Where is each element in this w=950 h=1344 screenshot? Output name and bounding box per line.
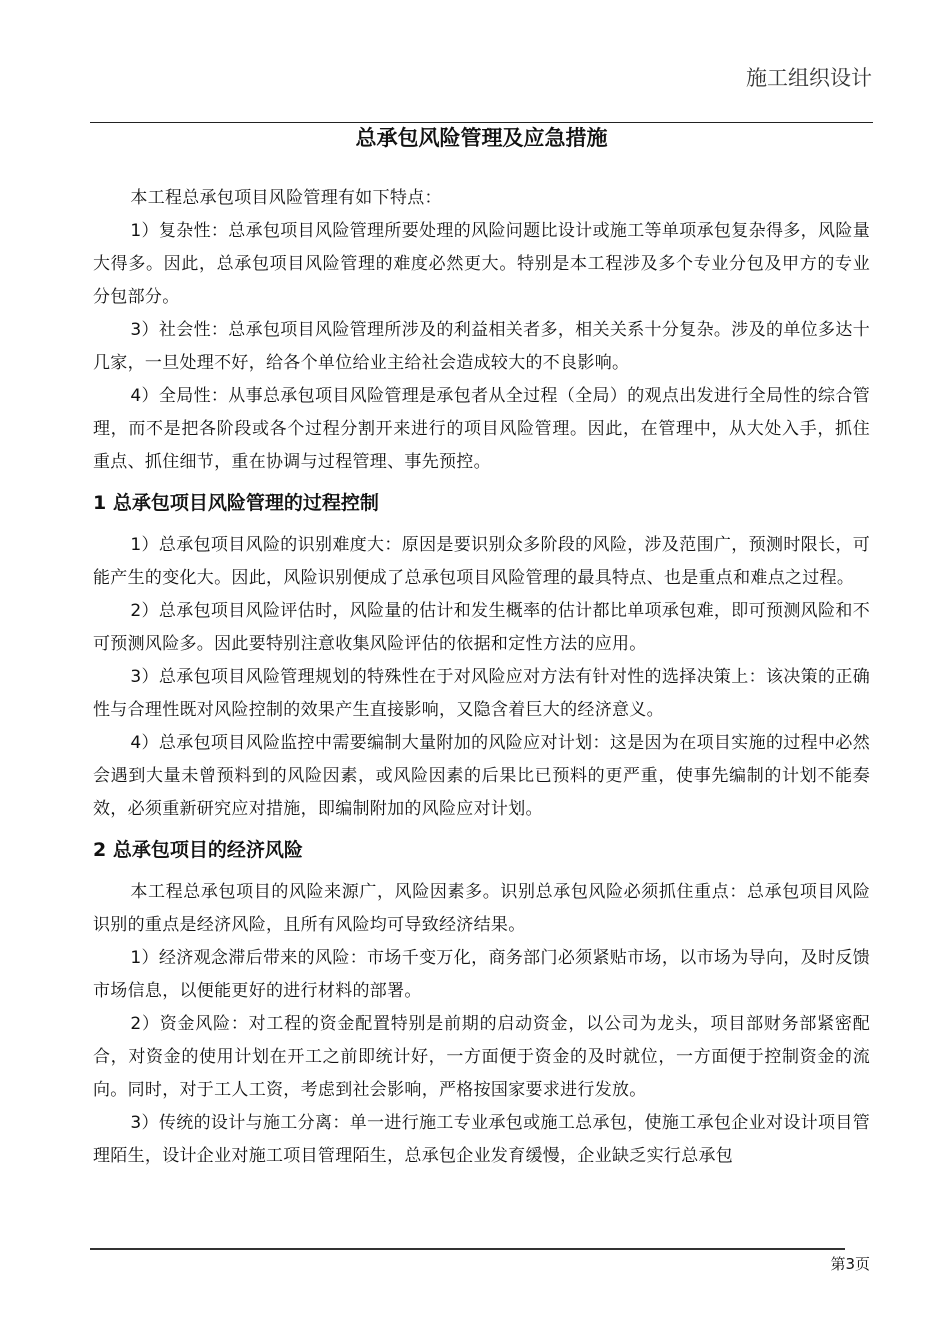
running-header: 施工组织设计 bbox=[746, 66, 872, 90]
document-body bbox=[93, 182, 870, 1173]
section-heading: 1 总承包项目风险管理的过程控制 bbox=[93, 492, 379, 514]
intro-paragraph: 4）全局性：从事总承包项目风险管理是承包者从全过程（全局）的观点出发进行全局性的综合管理，而不是把各阶段或各个过程分割开来进行的项目风险管理。因此，在管理中，从大处入手，抓住重点、抓住细节，重在协调与过程管理、事先预控。 bbox=[93, 386, 870, 472]
intro-paragraph: 本工程总承包项目风险管理有如下特点： bbox=[130, 188, 442, 208]
section-paragraph: 3）传统的设计与施工分离：单一进行施工专业承包或施工总承包，使施工承包企业对设计项目管理陌生，设计企业对施工项目管理陌生，总承包企业发育缓慢，企业缺乏实行总承包 bbox=[93, 1113, 870, 1166]
intro-paragraph: 1）复杂性：总承包项目风险管理所要处理的风险问题比设计或施工等单项承包复杂得多，风险量大得多。因此，总承包项目风险管理的难度必然更大。特别是本工程涉及多个专业分包及甲方的专业分包部分。 bbox=[93, 221, 870, 307]
section-paragraph: 3）总承包项目风险管理规划的特殊性在于对风险应对方法有针对性的选择决策上：该决策的正确性与合理性既对风险控制的效果产生直接影响，又隐含着巨大的经济意义。 bbox=[93, 667, 870, 720]
section-paragraph: 1）总承包项目风险的识别难度大：原因是要识别众多阶段的风险，涉及范围广，预测时限长，可能产生的变化大。因此，风险识别便成了总承包项目风险管理的最具特点、也是重点和难点之过程。 bbox=[93, 535, 870, 588]
section-heading: 2 总承包项目的经济风险 bbox=[93, 839, 303, 861]
page-number: 第3页 bbox=[830, 1255, 870, 1273]
document-title: 总承包风险管理及应急措施 bbox=[355, 126, 608, 150]
section-paragraph: 4）总承包项目风险监控中需要编制大量附加的风险应对计划：这是因为在项目实施的过程中必然会遇到大量未曾预料到的风险因素，或风险因素的后果比已预料的更严重，使事先编制的计划不能奏效，必须重新研究应对措施，即编制附加的风险应对计划。 bbox=[93, 733, 870, 819]
footer-rule bbox=[90, 1248, 845, 1250]
section-paragraph: 2）资金风险：对工程的资金配置特别是前期的启动资金，以公司为龙头，项目部财务部紧密配合，对资金的使用计划在开工之前即统计好，一方面便于资金的及时就位，一方面便于控制资金的流向。同时，对于工人工资，考虑到社会影响，严格按国家要求进行发放。 bbox=[93, 1014, 870, 1100]
section-paragraph: 本工程总承包项目的风险来源广，风险因素多。识别总承包风险必须抓住重点：总承包项目风险识别的重点是经济风险，且所有风险均可导致经济结果。 bbox=[93, 882, 870, 935]
section-paragraph: 1）经济观念滞后带来的风险：市场千变万化，商务部门必须紧贴市场，以市场为导向，及时反馈市场信息，以便能更好的进行材料的部署。 bbox=[93, 948, 870, 1001]
intro-paragraph: 3）社会性：总承包项目风险管理所涉及的利益相关者多，相关关系十分复杂。涉及的单位多达十几家，一旦处理不好，给各个单位给业主给社会造成较大的不良影响。 bbox=[93, 320, 870, 373]
section-paragraph: 2）总承包项目风险评估时，风险量的估计和发生概率的估计都比单项承包难，即可预测风险和不可预测风险多。因此要特别注意收集风险评估的依据和定性方法的应用。 bbox=[93, 601, 870, 654]
